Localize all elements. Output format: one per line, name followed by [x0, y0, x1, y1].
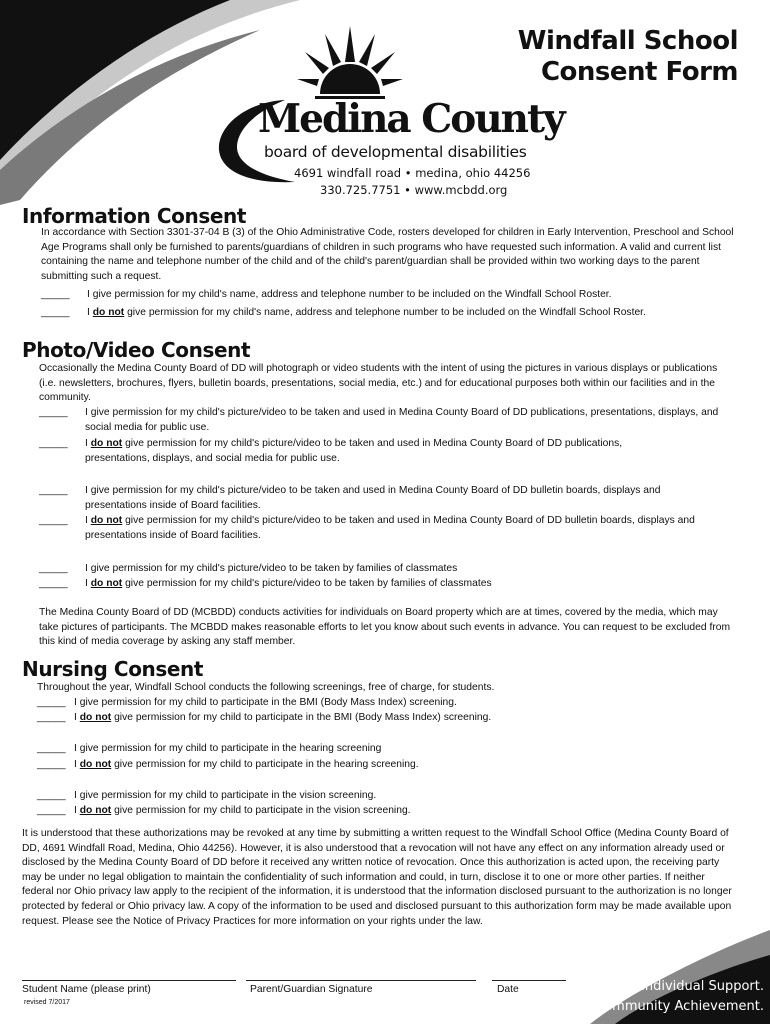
student-name-label: Student Name (please print) — [22, 984, 151, 995]
vision-yes[interactable] — [37, 789, 737, 804]
media-note: The Medina County Board of DD (MCBDD) conducts activities for individuals on Board property which are at times, covered by the media, which may take pictures of participants. The MCBDD makes reasonable efforts to let you know about such events in advance. You can request to be excluded from this kind of media coverage by asking any staff member. — [39, 607, 731, 648]
blank-line[interactable]: _____ — [39, 438, 68, 449]
photo-body: Occasionally the Medina County Board of DD will photograph or video students with the intent of using the pictures in various displays or publications (i.e. newsletters, brochures, flyers, bulletin boards, presentations, social media, etc.) and for educational purposes both within our facilities and in the community. — [39, 363, 718, 404]
option-text: give permission for my child to participate in the vision screening. — [114, 805, 411, 816]
info-option-no[interactable] — [41, 306, 741, 321]
form-title-line2: Consent Form — [540, 57, 738, 87]
do-not-emphasis: do not — [90, 438, 123, 449]
photo-b-no[interactable] — [39, 514, 739, 544]
nursing-heading: Nursing Consent — [22, 657, 204, 681]
bmi-yes[interactable] — [37, 696, 737, 711]
date-line[interactable] — [492, 980, 566, 981]
option-text: give permission for my child's name, address and telephone number to be included on the Windfall School Roster. — [127, 307, 646, 318]
option-text: give permission for my child to participate in the BMI (Body Mass Index) screening. — [114, 712, 492, 723]
info-option-yes[interactable] — [41, 288, 741, 303]
blank-line[interactable]: _____ — [39, 407, 68, 418]
option-text: give permission for my child's picture/video to be taken and used in Medina County Board of DD bulletin boards, displays and presentations inside of Board facilities. — [85, 515, 695, 541]
photo-b-yes[interactable] — [39, 484, 739, 514]
blank-line[interactable]: _____ — [41, 307, 70, 318]
logo-name: Medina County — [258, 96, 564, 142]
blank-line[interactable]: _____ — [37, 743, 66, 754]
do-not-emphasis: do not — [79, 712, 112, 723]
do-not-emphasis: do not — [90, 515, 123, 526]
option-prefix: I — [85, 578, 88, 589]
vision-no[interactable] — [37, 804, 737, 819]
option-text: give permission for my child's picture/video to be taken and used in Medina County Board of DD publications, presentations, displays, and social media for public use. — [85, 438, 623, 464]
option-text: I give permission for my child's picture/video to be taken and used in Medina County Board of DD bulletin boards, displays and presentations inside of Board facilities. — [85, 485, 661, 511]
revocation-paragraph: It is understood that these authorizations may be revoked at any time by submitting a written request to the Windfall School Office (Medina County Board of DD, 4691 Windfall Road, Medina, Ohio 44256). However, it is also understood that a revocation will not have any effect on any information already used or disclosed by the Medina County Board of DD before it received any written notice of revocation. Once this authorization is acted upon, the receiving party may be under no legal obligation to maintain the confidentiality of such information and could, in turn, disclose it to one or more other parties. If neither federal nor Ohio privacy law apply to the recipient of the information, it is understood that the information disclosed pursuant to the authorization is no longer protected by federal or Ohio privacy law. A copy of the information to be used and disclosed pursuant to this authorization form may be made available upon request. Please see the Notice of Privacy Practices for more information on your rights under the law. — [22, 828, 732, 927]
option-text: I give permission for my child's picture/video to be taken and used in Medina County Board of DD publications, presentations, displays, and social media for public use. — [85, 407, 719, 433]
bmi-no[interactable] — [37, 711, 737, 726]
logo-sun-icon — [295, 24, 405, 104]
form-title-line1: Windfall School — [517, 26, 738, 56]
photo-a-no[interactable] — [39, 437, 739, 467]
photo-a-yes[interactable] — [39, 406, 739, 436]
blank-line[interactable]: _____ — [39, 563, 68, 574]
contact: 330.725.7751 • www.mcbdd.org — [320, 183, 508, 197]
photo-heading: Photo/Video Consent — [22, 338, 251, 362]
option-text: I give permission for my child's picture/video to be taken by families of classmates — [85, 563, 458, 574]
option-prefix: I — [87, 307, 90, 318]
blank-line[interactable]: _____ — [37, 790, 66, 801]
photo-c-no[interactable] — [39, 577, 739, 592]
logo-subtitle: board of developmental disabilities — [264, 143, 527, 161]
option-prefix: I — [74, 712, 77, 723]
blank-line[interactable]: _____ — [39, 578, 68, 589]
blank-line[interactable]: _____ — [39, 515, 68, 526]
slogan-line2: Community Achievement. — [595, 999, 764, 1014]
option-text: I give permission for my child's name, address and telephone number to be included on the Windfall School Roster. — [87, 289, 612, 300]
option-text: I give permission for my child to participate in the vision screening. — [74, 790, 377, 801]
parent-signature-line[interactable] — [246, 980, 476, 981]
date-label: Date — [497, 984, 519, 995]
option-prefix: I — [74, 759, 77, 770]
option-text: give permission for my child's picture/video to be taken by families of classmates — [125, 578, 492, 589]
blank-line[interactable]: _____ — [39, 485, 68, 496]
do-not-emphasis: do not — [92, 307, 125, 318]
info-body: In accordance with Section 3301-37-04 B (3) of the Ohio Administrative Code, rosters developed for children in Early Intervention, Preschool and School Age Programs shall only be furnished to parents/guardians of children in such programs who have requested such information. A valid and current list containing the name and telephone number of the child and of the child's parent/guardian shall be provided within two working days to the parent submitting such a request. — [41, 227, 734, 282]
option-text: I give permission for my child to participate in the hearing screening — [74, 743, 382, 754]
blank-line[interactable]: _____ — [41, 289, 70, 300]
hearing-yes[interactable] — [37, 742, 737, 757]
blank-line[interactable]: _____ — [37, 712, 66, 723]
option-text: I give permission for my child to participate in the BMI (Body Mass Index) screening. — [74, 697, 457, 708]
student-name-line[interactable] — [22, 980, 236, 981]
do-not-emphasis: do not — [79, 759, 112, 770]
option-prefix: I — [85, 515, 88, 526]
nursing-intro: Throughout the year, Windfall School conducts the following screenings, free of charge, for students. — [37, 682, 495, 693]
do-not-emphasis: do not — [90, 578, 123, 589]
photo-c-yes[interactable] — [39, 562, 739, 577]
blank-line[interactable]: _____ — [37, 805, 66, 816]
option-text: give permission for my child to participate in the hearing screening. — [114, 759, 419, 770]
revised-date: revised 7/2017 — [24, 999, 70, 1006]
slogan-line1: Individual Support. — [641, 979, 764, 994]
blank-line[interactable]: _____ — [37, 759, 66, 770]
do-not-emphasis: do not — [79, 805, 112, 816]
option-prefix: I — [85, 438, 88, 449]
option-prefix: I — [74, 805, 77, 816]
parent-signature-label: Parent/Guardian Signature — [250, 984, 373, 995]
info-heading: Information Consent — [22, 204, 247, 228]
hearing-no[interactable] — [37, 758, 737, 773]
address: 4691 windfall road • medina, ohio 44256 — [294, 166, 531, 180]
blank-line[interactable]: _____ — [37, 697, 66, 708]
